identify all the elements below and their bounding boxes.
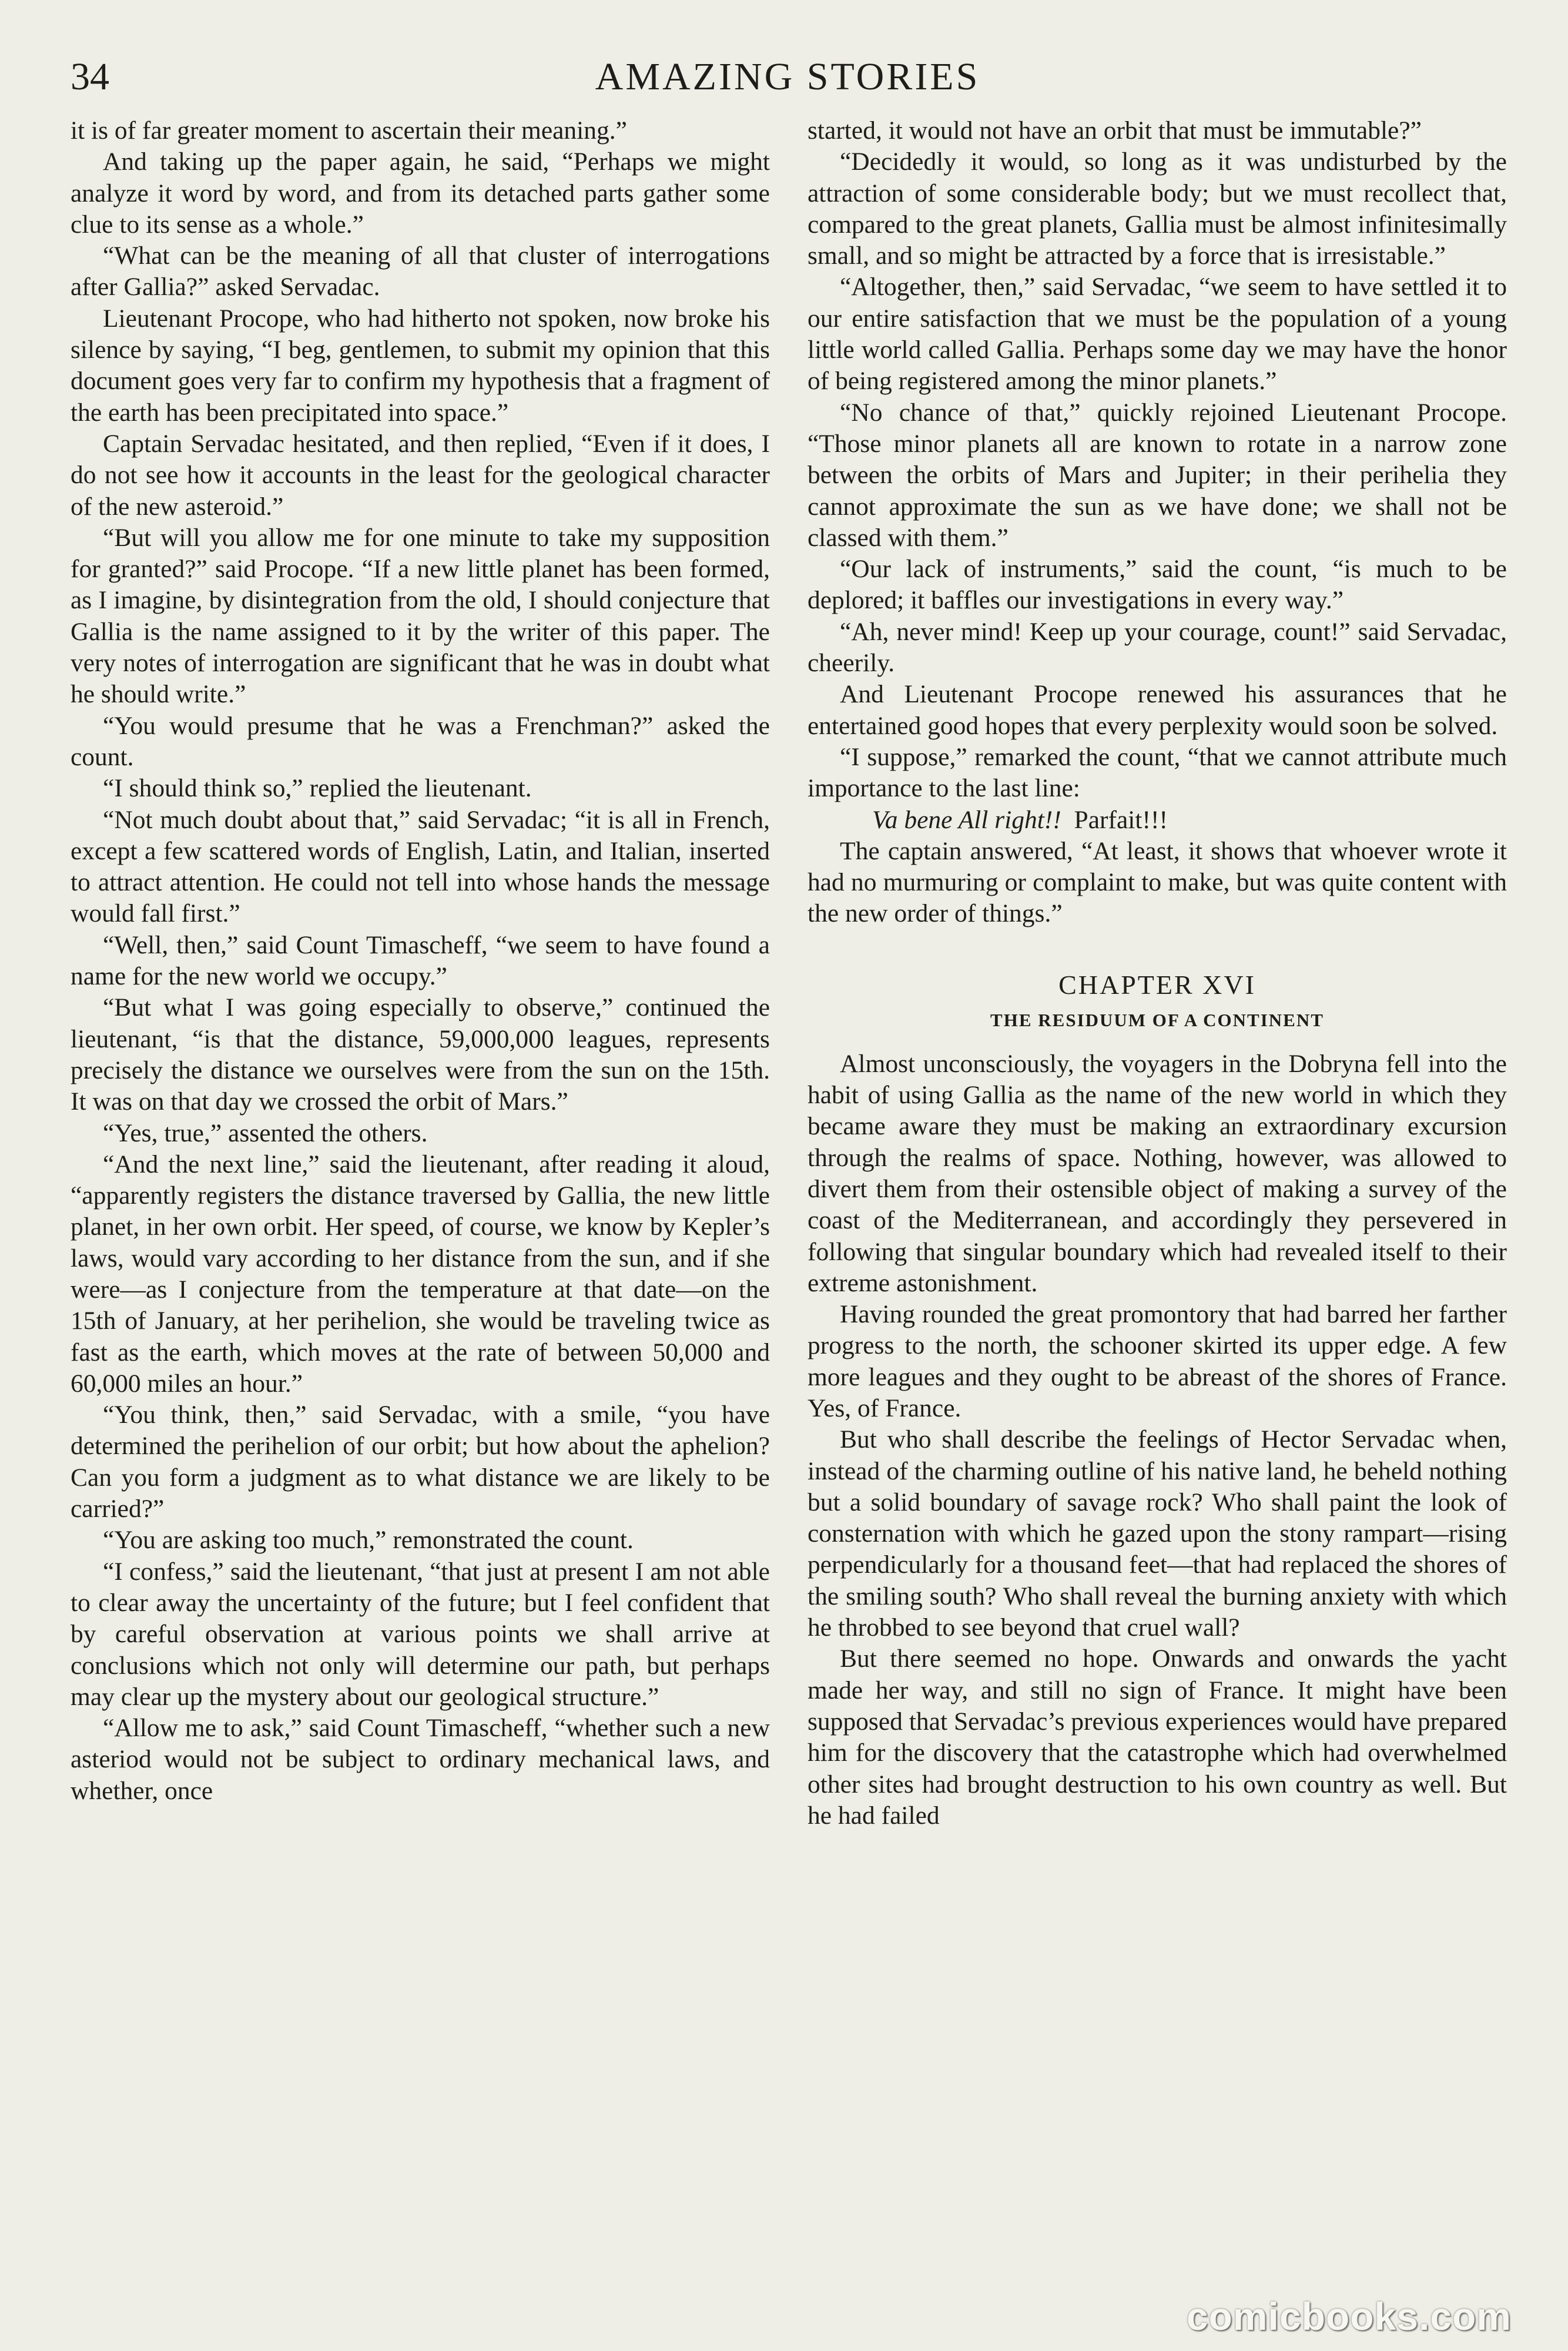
paragraph: Almost unconsciously, the voyagers in the Dobryna fell into the habit of using Gallia as the name of the new world in which they became aware they must be making an extraordinary excursion through the realms of space. Nothing, however, was allowed to divert them from their ostensible object of making a survey of the coast of the Mediterranean, and accordingly they persevered in following that singular boundary which had revealed itself to their extreme astonishment. [808, 1049, 1507, 1297]
paragraph: started, it would not have an orbit that must be immutable?” [808, 116, 1422, 145]
paragraph: “No chance of that,” quickly rejoined Lieutenant Procope. “Those minor planets all are known to rotate in a narrow zone between the orbits of Mars and Jupiter; in their perihelia they cannot approximate the sun as we have done; we shall not be classed with them.” [808, 398, 1507, 552]
paragraph: “I confess,” said the lieutenant, “that just at present I am not able to clear away the uncertainty of the future; but I feel confident that by careful observation at various points we shall arrive at conclusions which not only will determine our path, but perhaps may clear up the mystery about our geological structure.” [71, 1557, 770, 1711]
page-header [71, 51, 1505, 103]
verse-roman: Parfait!!! [1074, 805, 1168, 834]
paragraph: But who shall describe the feelings of Hector Servadac when, instead of the charming outline of his native land, he beheld nothing but a solid boundary of savage rock? Who shall paint the look of consternation with which he gazed upon the stony rampart—rising perpendicularly for a thousand feet—that had replaced the shores of the smiling south? Who shall reveal the burning anxiety with which he throbbed to see beyond that cruel wall? [808, 1425, 1507, 1642]
paragraph: Having rounded the great promontory that had barred her farther progress to the north, the schooner skirted its upper edge. A few more leagues and they ought to be abreast of the shores of France. Yes, of France. [808, 1300, 1507, 1422]
paragraph: “What can be the meaning of all that cluster of interrogations after Gallia?” asked Servadac. [71, 242, 770, 302]
paragraph: “But what I was going especially to observe,” continued the lieutenant, “is that the distance, 59,000,000 leagues, represents precisely the distance we ourselves were from the sun on the 15th. It was on that day we crossed the orbit of Mars.” [71, 993, 770, 1116]
verse-line [808, 805, 1507, 836]
paragraph: Captain Servadac hesitated, and then replied, “Even if it does, I do not see how it accounts in the least for the geological character of the new asteroid.” [71, 429, 770, 521]
paragraph: “I should think so,” replied the lieutenant. [103, 774, 532, 803]
paragraph: “Altogether, then,” said Servadac, “we seem to have settled it to our entire satisfaction that we must be the population of a young little world called Gallia. Perhaps some day we may have the honor of being registered among the minor planets.” [808, 273, 1507, 396]
paragraph: “You would presume that he was a Frenchman?” asked the count. [71, 711, 770, 771]
paragraph: “Ah, never mind! Keep up your courage, count!” said Servadac, cheerily. [808, 617, 1507, 678]
paragraph: “Well, then,” said Count Timascheff, “we seem to have found a name for the new world we occupy.” [71, 930, 770, 991]
paragraph: “You are asking too much,” remonstrated the count. [103, 1526, 634, 1555]
paragraph: And Lieutenant Procope renewed his assurances that he entertained good hopes that every perplexity would soon be solved. [808, 680, 1507, 740]
paragraph: “Decidedly it would, so long as it was undisturbed by the attraction of some considerable body; but we must recollect that, compared to the great planets, Gallia must be almost infinitesimally small, and so might be attracted by a force that is irresistable.” [808, 148, 1507, 270]
paragraph: But there seemed no hope. Onwards and onwards the yacht made her way, and still no sign of France. It might have been supposed that Servadac’s previous experiences would have prepared him for the discovery that the catastrophe which had overwhelmed other sites had brought destruction to his own country as well. But he had failed [808, 1645, 1507, 1830]
paragraph: “Allow me to ask,” said Count Timascheff, “whether such a new asteriod would not be subject to ordinary mechanical laws, and whether, once [71, 1714, 770, 1805]
paragraph: “But will you allow me for one minute to take my supposition for granted?” said Procope. “If a new little planet has been formed, as I imagine, by disintegration from the old, I should conjecture that Gallia is the name assigned to it by the writer of this paper. The very notes of interrogation are significant that he was in doubt what he should write.” [71, 523, 770, 709]
watermark: comicbooks.com [1186, 2295, 1512, 2338]
page-number: 34 [71, 55, 109, 98]
right-column-paragraphs-before [808, 115, 1507, 805]
magazine-title: AMAZING STORIES [595, 55, 980, 98]
chapter-body [808, 1049, 1507, 1831]
paragraph: “I suppose,” remarked the count, “that we cannot attribute much importance to the last line: [808, 742, 1507, 803]
right-column-paragraphs-after [808, 836, 1507, 930]
paragraph: And taking up the paper again, he said, “Perhaps we might analyze it word by word, and from its detached parts gather some clue to its sense as a whole.” [71, 148, 770, 239]
chapter-subtitle: THE RESIDUUM OF A CONTINENT [990, 1009, 1324, 1030]
paragraph: “Not much doubt about that,” said Servadac; “it is all in French, except a few scattered words of English, Latin, and Italian, inserted to attract attention. He could not tell into whose hands the message would fall first.” [71, 805, 770, 928]
verse-italic: Va bene All right!! [872, 805, 1061, 834]
chapter-heading: CHAPTER XVI [1058, 969, 1256, 1000]
paragraph: “You think, then,” said Servadac, with a smile, “you have determined the perihelion of our orbit; but how about the aphelion? Can you form a judgment as to what distance we are likely to be carried?” [71, 1401, 770, 1523]
left-column [71, 115, 770, 1807]
paragraph: it is of far greater moment to ascertain their meaning.” [71, 116, 627, 145]
right-column [808, 115, 1507, 1831]
paragraph: “Yes, true,” assented the others. [103, 1118, 428, 1147]
paragraph: Lieutenant Procope, who had hitherto not spoken, now broke his silence by saying, “I beg, gentlemen, to submit my opinion that this document goes very far to confirm my hypothesis that a fragment of the earth has been precipitated into space.” [71, 304, 770, 427]
paragraph: “And the next line,” said the lieutenant, after reading it aloud, “apparently registers the distance traversed by Gallia, the new little planet, in her own orbit. Her speed, of course, we know by Kepler’s laws, would vary according to her distance from the sun, and if she were—as I conjecture from the temperature at that date—on the 15th of January, at her perihelion, she would be traveling twice as fast as the earth, which moves at the rate of between 50,000 and 60,000 miles an hour.” [71, 1150, 770, 1398]
paragraph: The captain answered, “At least, it shows that whoever wrote it had no murmuring or complaint to make, but was quite content with the new order of things.” [808, 836, 1507, 928]
paragraph: “Our lack of instruments,” said the count, “is much to be deplored; it baffles our investigations in every way.” [808, 555, 1507, 615]
